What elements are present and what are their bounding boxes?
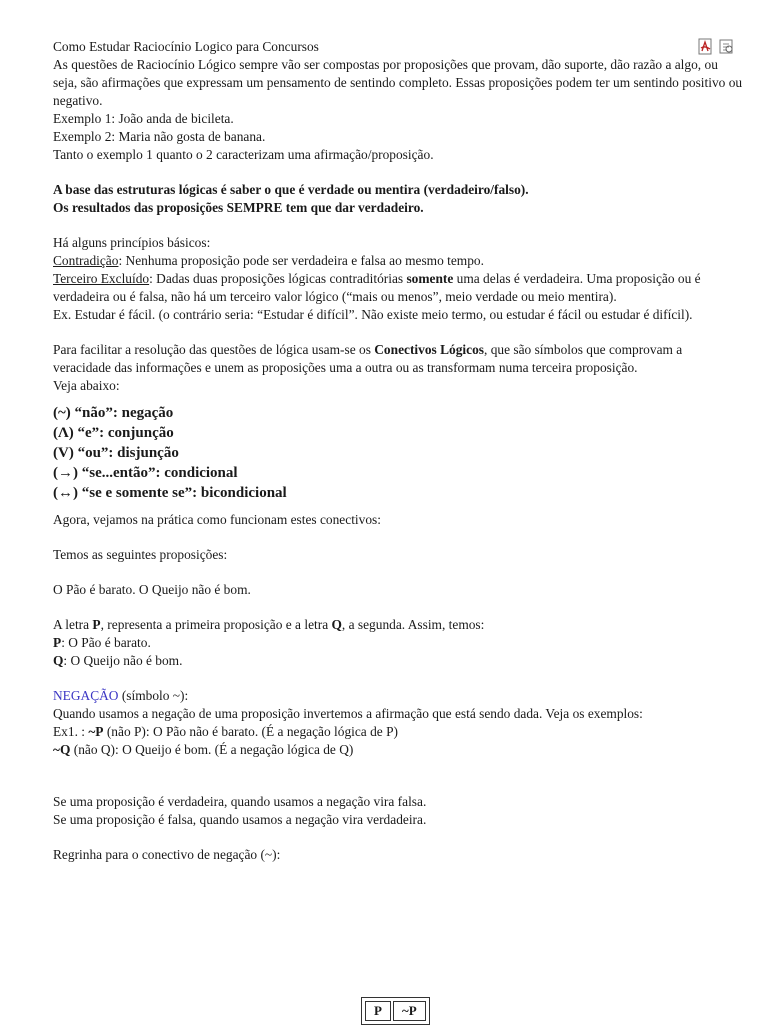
- connective-negacao: (~) “não”: negação: [53, 405, 174, 421]
- document-body: [53, 38, 743, 864]
- veja-line: Veja abaixo:: [53, 378, 120, 393]
- exemplo-1: Exemplo 1: João anda de bicileta.: [53, 111, 234, 126]
- principios-line: Há alguns princípios básicos:: [53, 235, 211, 250]
- q-label: Q: [53, 653, 64, 668]
- facilitar-text-b: , que são símbolos que comprovam a veracidade das informações e unem as proposições uma a outra ou as transformam numa terceira proposição.: [53, 342, 683, 375]
- letra-text-c: , a segunda. Assim, temos:: [341, 617, 485, 632]
- ex2-line: [53, 741, 743, 759]
- truth-header-p: P: [365, 1001, 391, 1021]
- letra-p: P: [92, 617, 101, 632]
- truth-table: [361, 997, 430, 1025]
- connective-condicional: (→) “se...então”: condicional: [53, 465, 238, 481]
- tanto-line: Tanto o exemplo 1 quanto o 2 caracterizam uma afirmação/proposição.: [53, 147, 434, 162]
- letra-q: Q: [331, 617, 342, 632]
- p-line: [53, 634, 743, 652]
- terceiro-label: Terceiro Excluído: [53, 271, 150, 286]
- negacao-heading: [53, 687, 743, 705]
- letra-text-a: A letra: [53, 617, 93, 632]
- connective-disjuncao: (V) “ou”: disjunção: [53, 445, 179, 461]
- connective-bicondicional: (↔) “se e somente se”: bicondicional: [53, 485, 287, 501]
- connective-conjuncao: (Λ) “e”: conjunção: [53, 425, 174, 441]
- agora-line: Agora, vejamos na prática como funcionam estes conectivos:: [53, 512, 381, 527]
- connectives-list: [53, 403, 743, 503]
- ex2-text-b: (não Q): O Queijo é bom. (É a negação lógica de Q): [70, 742, 354, 757]
- facilitar-line: [53, 341, 743, 377]
- ex-estudar-line: Ex. Estudar é fácil. (o contrário seria: “Estudar é difícil”. Não existe meio termo, ou estudar é fácil ou estudar é difícil).: [53, 307, 693, 322]
- facilitar-text-a: Para facilitar a resolução das questões de lógica usam-se os: [53, 342, 375, 357]
- ex1-text-b: (não P): O Pão não é barato. (É a negação lógica de P): [103, 724, 398, 739]
- regrinha-line: Regrinha para o conectivo de negação (~):: [53, 847, 281, 862]
- p-text: : O Pão é barato.: [61, 635, 151, 650]
- truth-table-header-row: [365, 1001, 426, 1021]
- truth-header-not-p: ~P: [393, 1001, 426, 1021]
- negacao-symbol: (símbolo ~):: [118, 688, 189, 703]
- conectivos-bold: Conectivos Lógicos: [374, 342, 484, 357]
- ex1-bold: ~P: [88, 724, 104, 739]
- exemplo-2: Exemplo 2: Maria não gosta de banana.: [53, 129, 266, 144]
- contradicao-text: : Nenhuma proposição pode ser verdadeira e falsa ao mesmo tempo.: [118, 253, 484, 268]
- intro-paragraph: As questões de Raciocínio Lógico sempre vão ser compostas por proposições que provam, dão suporte, dão razão a algo, ou seja, são afirmações que expressam um pensamento de sentindo completo. Essas proposições podem ter um sentindo positivo ou negativo.: [53, 57, 743, 108]
- ex1-text-a: Ex1. :: [53, 724, 89, 739]
- bold-line-1: A base das estruturas lógicas é saber o que é verdade ou mentira (verdadeiro/falso).: [53, 182, 529, 197]
- se-falsa-line: Se uma proposição é falsa, quando usamos a negação vira verdadeira.: [53, 812, 427, 827]
- document-title: Como Estudar Raciocínio Logico para Concursos: [53, 39, 319, 54]
- temos-line: Temos as seguintes proposições:: [53, 547, 228, 562]
- terceiro-text-a: : Dadas duas proposições lógicas contraditórias: [149, 271, 407, 286]
- contradicao-line: [53, 252, 743, 270]
- negacao-label: NEGAÇÃO: [53, 688, 119, 703]
- contradicao-label: Contradição: [53, 253, 119, 268]
- q-text: : O Queijo não é bom.: [63, 653, 183, 668]
- ex2-bold: ~Q: [53, 742, 71, 757]
- pao-queijo-line: O Pão é barato. O Queijo não é bom.: [53, 582, 251, 597]
- terceiro-line: [53, 270, 743, 306]
- se-verdadeira-line: Se uma proposição é verdadeira, quando usamos a negação vira falsa.: [53, 794, 427, 809]
- q-line: [53, 652, 743, 670]
- terceiro-text-b: uma delas é verdadeira. Uma proposição ou é verdadeira ou é falsa, não há um terceiro valor lógico (“mais ou menos”, meio verdade ou meio mentira).: [53, 271, 701, 304]
- quando-line: Quando usamos a negação de uma proposição invertemos a afirmação que está sendo dada. Veja os exemplos:: [53, 706, 643, 721]
- letra-text-b: , representa a primeira proposição e a letra: [100, 617, 332, 632]
- ex1-line: [53, 723, 743, 741]
- bold-line-2: Os resultados das proposições SEMPRE tem que dar verdadeiro.: [53, 200, 424, 215]
- letra-line: [53, 616, 743, 634]
- p-label: P: [53, 635, 62, 650]
- terceiro-bold: somente: [406, 271, 454, 286]
